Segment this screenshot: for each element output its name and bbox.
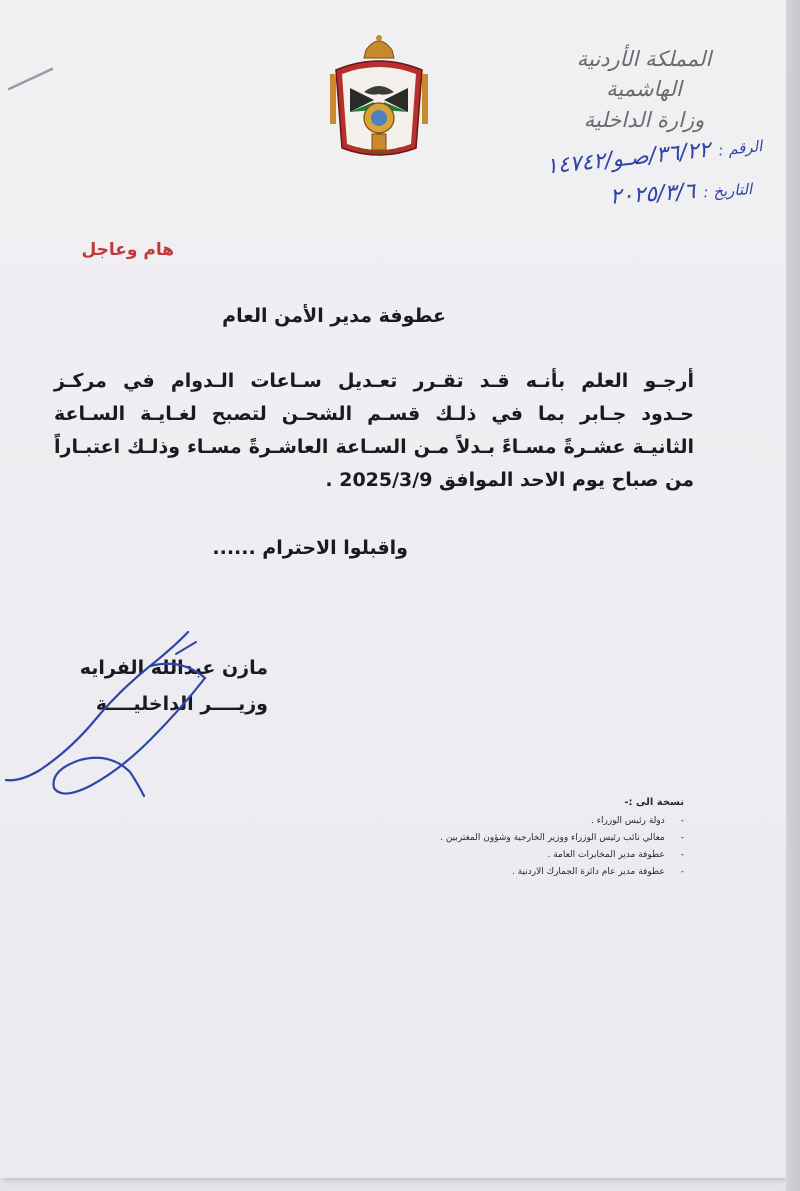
jordan-coat-of-arms-icon (324, 30, 434, 170)
copy-recipient: - عطوفة مدير عام دائرة الجمارك الاردنية . (364, 867, 684, 877)
kingdom-name: المملكة الأردنية الهاشمية (576, 47, 712, 102)
copy-recipient: - معالي نائب رئيس الوزراء ووزير الخارجية وشؤون المغتربين . (364, 833, 684, 843)
closing-phrase: واقبلوا الاحترام ...... (212, 537, 408, 559)
letter-body (54, 365, 694, 497)
reference-number-value: ٣٦/٢٢/صـو/١٤٧٤٢ (544, 137, 712, 180)
copies-title: نسخة الى :- (624, 797, 684, 808)
pen-mark (6, 62, 56, 92)
reference-block (492, 132, 764, 210)
ministry-name: وزارة الداخلية (583, 107, 705, 132)
copy-recipient: - دولة رئيس الوزراء . (364, 816, 684, 826)
reference-number-label: الرقم : (717, 137, 764, 160)
reference-date-value: ٢٠٢٥/٣/٦ (608, 178, 697, 210)
body-line: الثانيـة عشـرةً مسـاءً بـدلاً مـن السـاعة العاشـرةً مسـاء وذلـك اعتبـاراً (54, 436, 694, 458)
page-edge-shadow (786, 0, 800, 1191)
body-line: أرجـو العلم بأنـه قـد تقـرر تعـديل سـاعات الـدوام في مركـز (54, 370, 694, 392)
signatory-name: مازن عبدالله الفرايه (79, 657, 268, 679)
ministry-letterhead (544, 44, 744, 135)
addressee: عطوفة مدير الأمن العام (222, 305, 446, 327)
body-line: حـدود جـابر بما في ذلـك قسـم الشحـن لتصبح لغـايـة السـاعة (54, 403, 694, 425)
reference-date-label: التاريخ : (702, 180, 753, 202)
handwritten-signature-icon (0, 620, 300, 810)
reference-date-row (492, 175, 753, 218)
copies-list (364, 797, 684, 884)
urgency-label: هام وعاجل (81, 240, 174, 260)
signatory-title: وزيــــر الداخليــــة (95, 693, 268, 715)
copy-recipient: - عطوفة مدير المخابرات العامة . (364, 850, 684, 860)
body-line: من صباح يوم الاحد الموافق 2025/3/9 . (325, 469, 694, 491)
